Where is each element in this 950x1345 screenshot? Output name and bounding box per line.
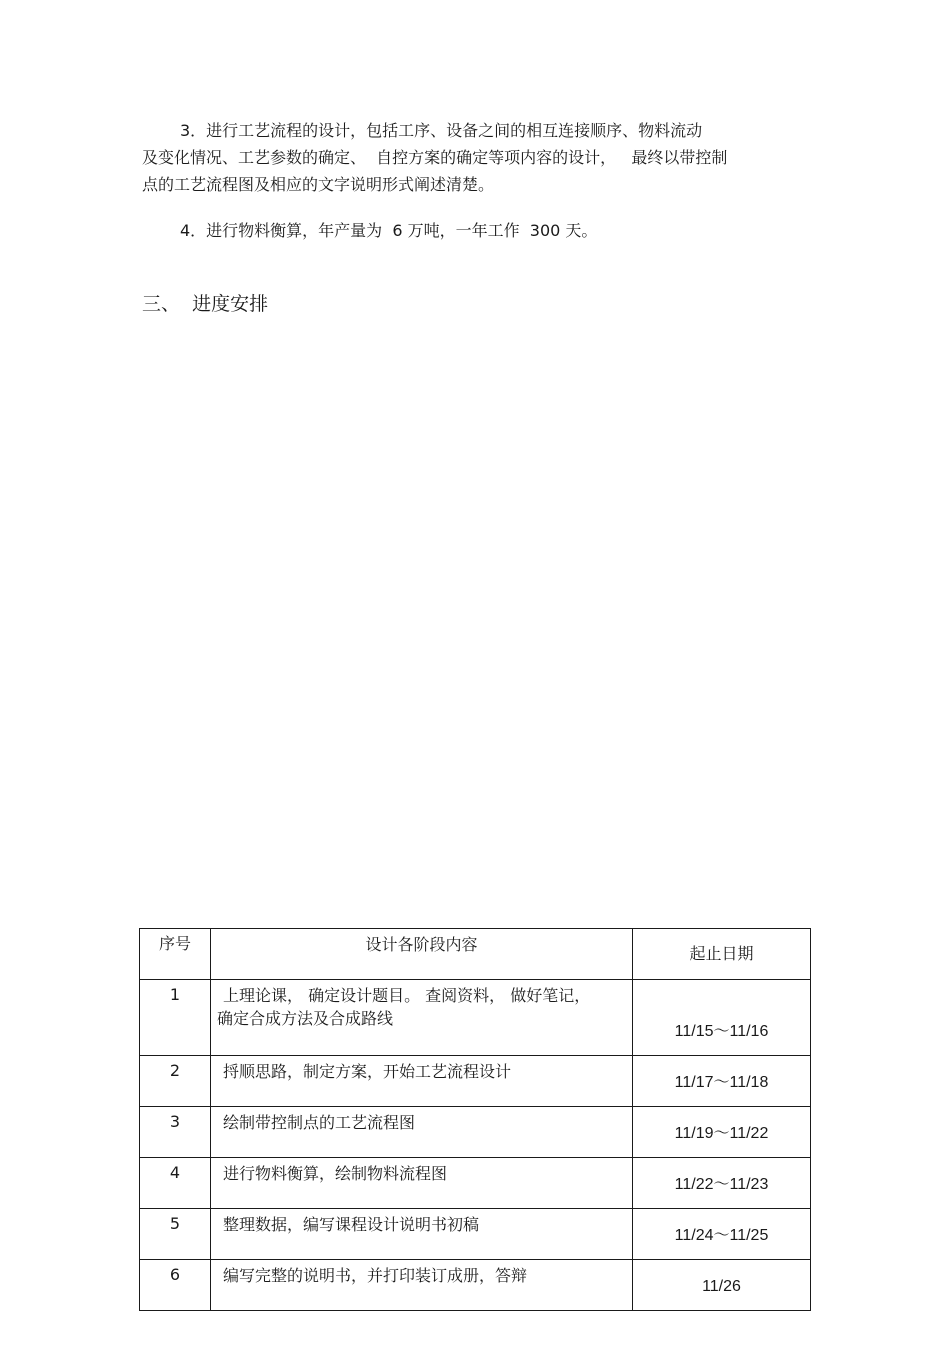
table-header-row bbox=[140, 929, 811, 980]
row-content bbox=[211, 1056, 633, 1107]
paragraph-line: 点的工艺流程图及相应的文字说明形式阐述清楚。 bbox=[142, 175, 495, 194]
header-date: 起止日期 bbox=[633, 929, 811, 980]
paragraph-line: 4．进行物料衡算，年产量为 6 万吨，一年工作 300 天。 bbox=[180, 221, 598, 240]
row-seq: 4 bbox=[140, 1158, 211, 1209]
row-seq: 5 bbox=[140, 1209, 211, 1260]
row-date: 11/15～11/16 bbox=[633, 980, 811, 1056]
row-date: 11/24～11/25 bbox=[633, 1209, 811, 1260]
section-heading-schedule: 三、 进度安排 bbox=[142, 293, 269, 315]
row-date: 11/17～11/18 bbox=[633, 1056, 811, 1107]
row-seq: 2 bbox=[140, 1056, 211, 1107]
table-row bbox=[140, 1158, 811, 1209]
row-seq: 1 bbox=[140, 980, 211, 1056]
paragraph-line: 3．进行工艺流程的设计，包括工序、设备之间的相互连接顺序、物料流动 bbox=[180, 121, 703, 140]
row-content-line: 捋顺思路，制定方案，开始工艺流程设计 bbox=[223, 1062, 512, 1081]
row-seq: 3 bbox=[140, 1107, 211, 1158]
row-content bbox=[211, 1260, 633, 1311]
table-row bbox=[140, 1209, 811, 1260]
paragraph-item-4 bbox=[142, 217, 812, 244]
table-row bbox=[140, 1107, 811, 1158]
row-content bbox=[211, 1158, 633, 1209]
table-row bbox=[140, 1260, 811, 1311]
table-row bbox=[140, 980, 811, 1056]
table-row bbox=[140, 1056, 811, 1107]
row-content-line: 编写完整的说明书，并打印装订成册，答辩 bbox=[223, 1266, 528, 1285]
row-date: 11/19～11/22 bbox=[633, 1107, 811, 1158]
row-content-line: 上理论课， 确定设计题目。 查阅资料， 做好笔记， bbox=[223, 986, 591, 1005]
row-content-line: 整理数据，编写课程设计说明书初稿 bbox=[223, 1215, 480, 1234]
schedule-table bbox=[139, 928, 811, 1311]
row-date: 11/22～11/23 bbox=[633, 1158, 811, 1209]
row-content-line: 确定合成方法及合成路线 bbox=[217, 1009, 394, 1028]
paragraph-line: 及变化情况、工艺参数的确定、 自控方案的确定等项内容的设计， 最终以带控制 bbox=[142, 148, 728, 167]
row-content bbox=[211, 1209, 633, 1260]
row-content-line: 进行物料衡算，绘制物料流程图 bbox=[223, 1164, 448, 1183]
row-content bbox=[211, 980, 633, 1056]
row-content bbox=[211, 1107, 633, 1158]
row-seq: 6 bbox=[140, 1260, 211, 1311]
header-content: 设计各阶段内容 bbox=[211, 929, 633, 980]
row-date: 11/26 bbox=[633, 1260, 811, 1311]
paragraph-item-3 bbox=[142, 117, 812, 198]
row-content-line: 绘制带控制点的工艺流程图 bbox=[223, 1113, 416, 1132]
header-seq: 序号 bbox=[140, 929, 211, 980]
